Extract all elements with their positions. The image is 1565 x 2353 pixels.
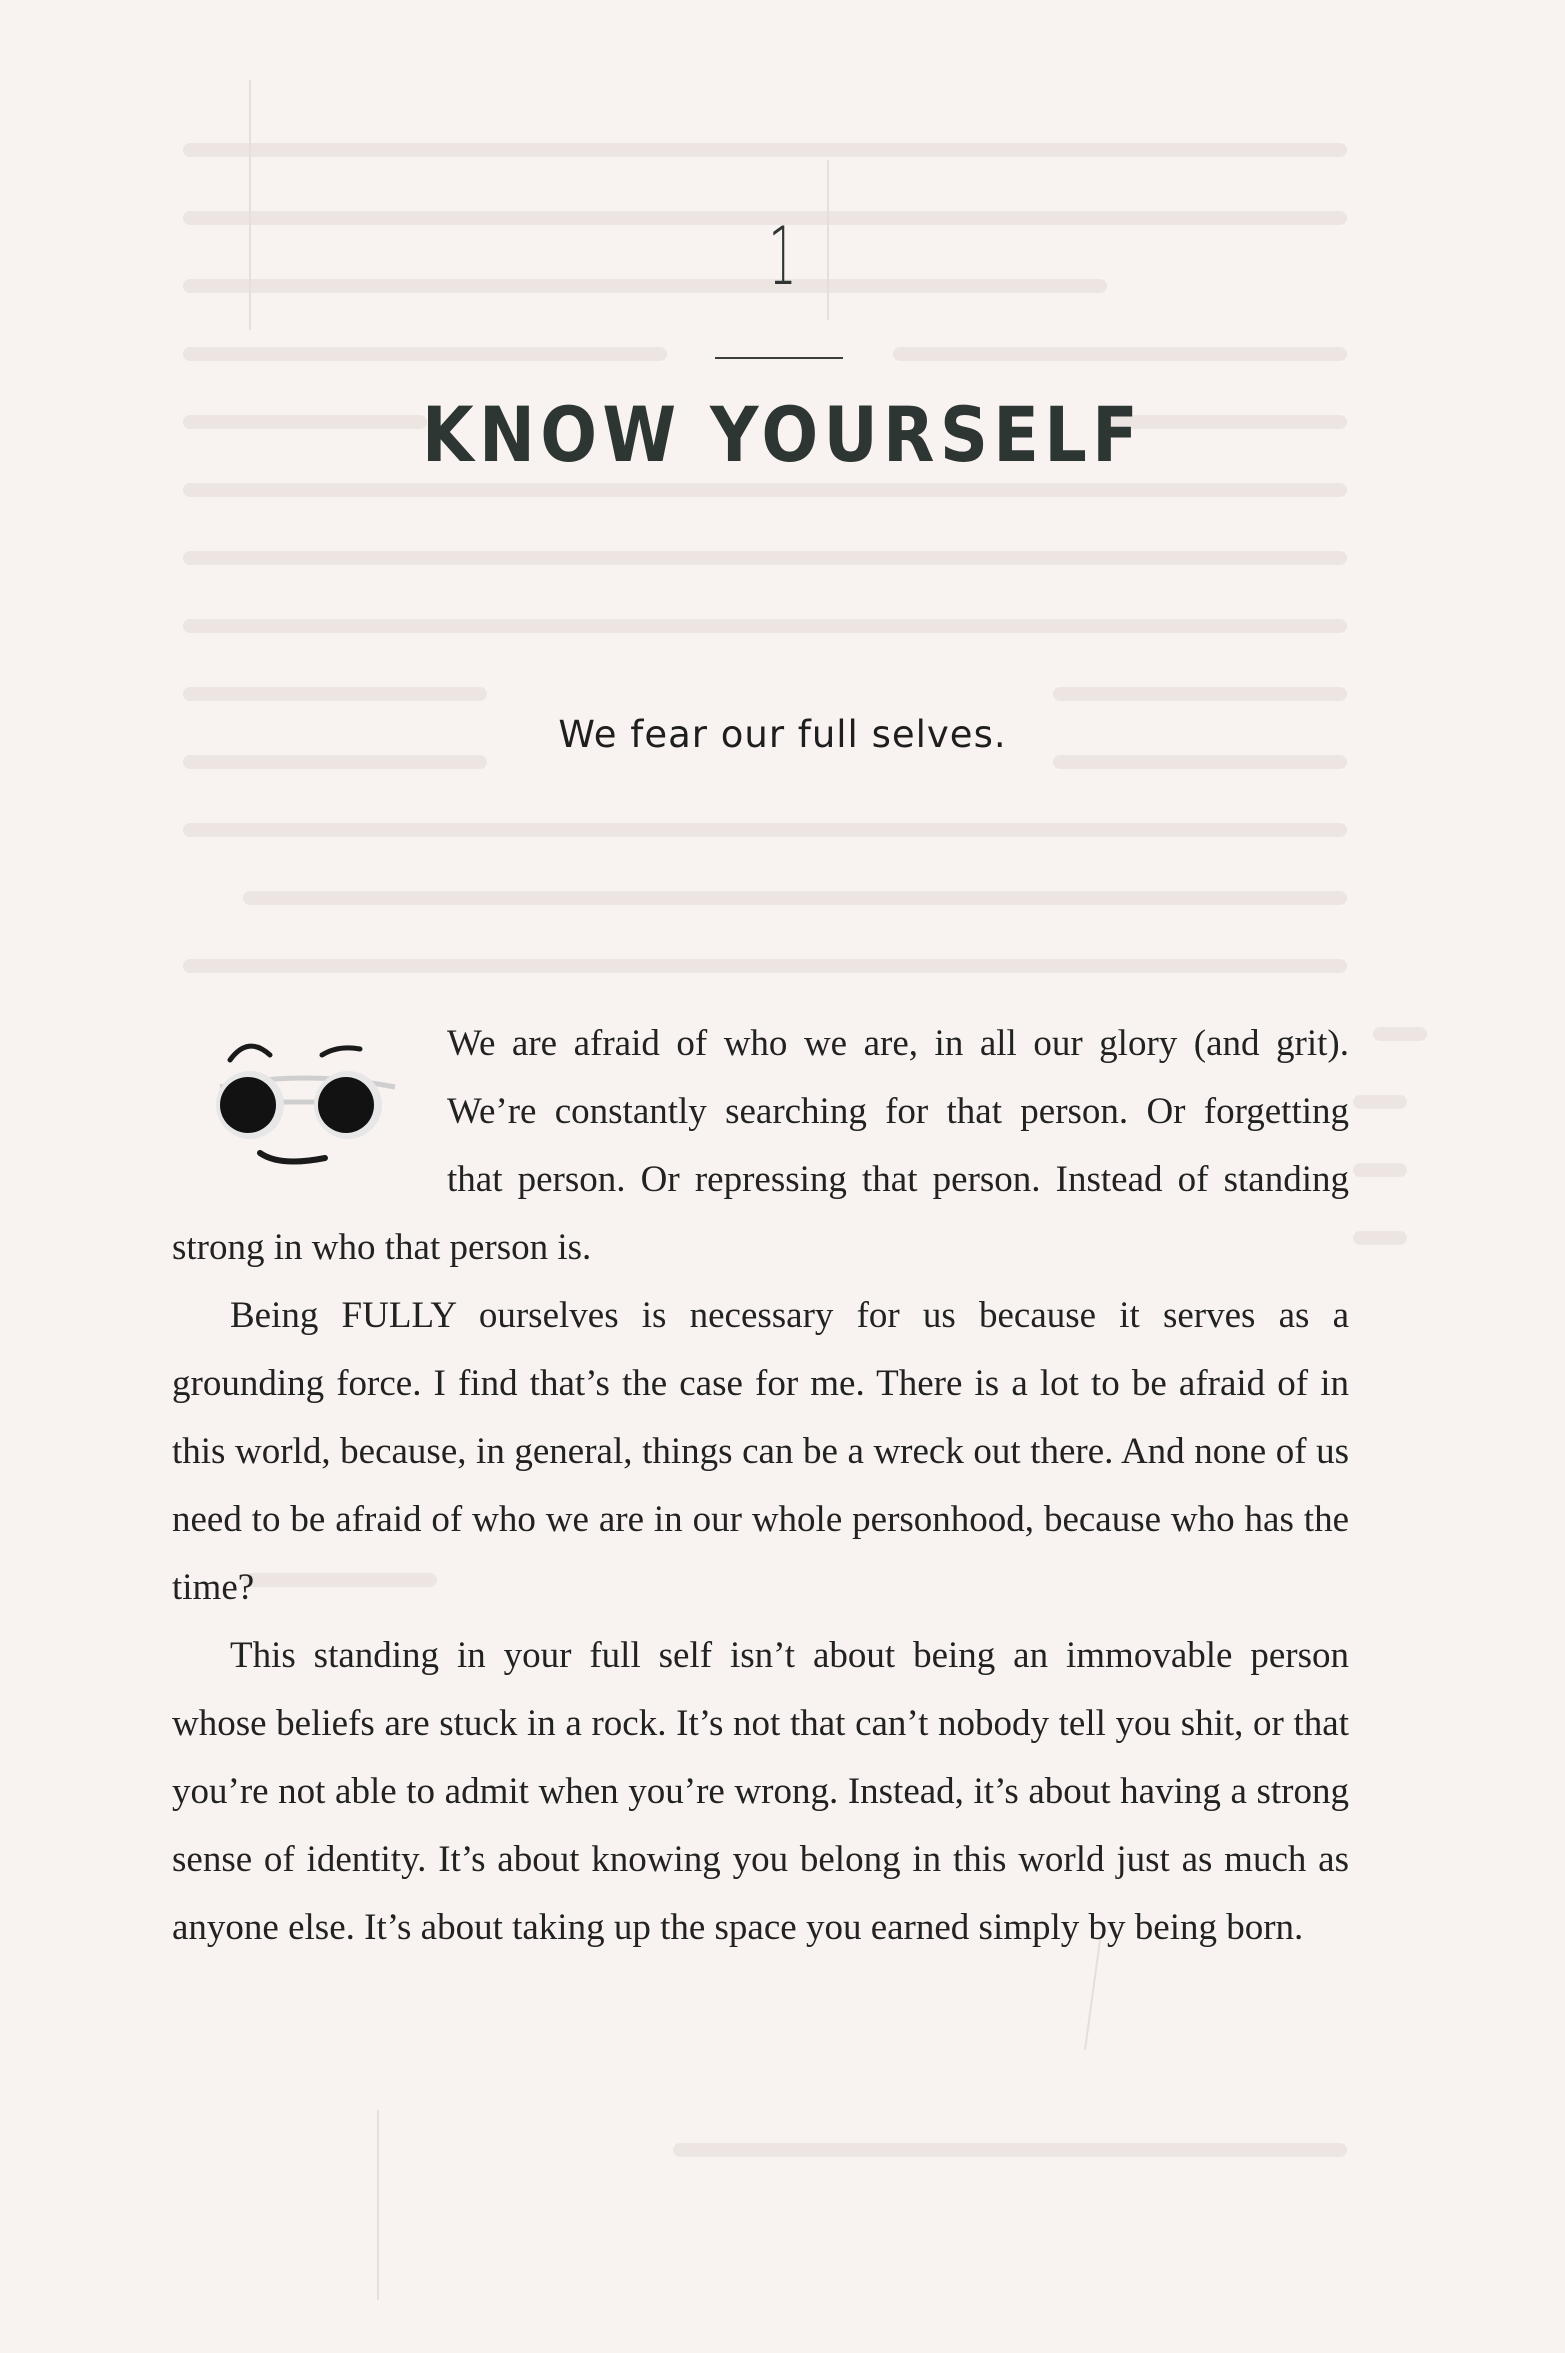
paragraph: Being FULLY ourselves is necessary for us because it serves as a grounding force. I find that’s the case for me. There is a lot to be afraid of in this world, because, in general, things can be a wreck out there. And none of us need to be afraid of who we are in our whole personhood, because who has the time? (172, 1295, 1349, 1608)
illustration-spacer (172, 1010, 447, 1214)
chapter-number: 1 (768, 210, 797, 303)
paragraph: We are afraid of who we are, in all our glory (and grit). We’re constantly searching for that person. Or forgetting that person. Or repressing that person. Instead of standing strong in who that person is. (172, 1023, 1349, 1268)
body-text (172, 1010, 1349, 1962)
chapter-divider (715, 357, 843, 359)
chapter-title: KNOW YOURSELF (421, 390, 1144, 479)
paragraph: This standing in your full self isn’t about being an immovable person whose beliefs are stuck in a rock. It’s not that can’t nobody tell you shit, or that you’re not able to admit when you’re wrong. Instead, it’s about having a strong sense of identity. It’s about knowing you belong in this world just as much as anyone else. It’s about taking up the space you earned simply by being born. (172, 1635, 1349, 1948)
section-subtitle: We fear our full selves. (558, 713, 1007, 756)
